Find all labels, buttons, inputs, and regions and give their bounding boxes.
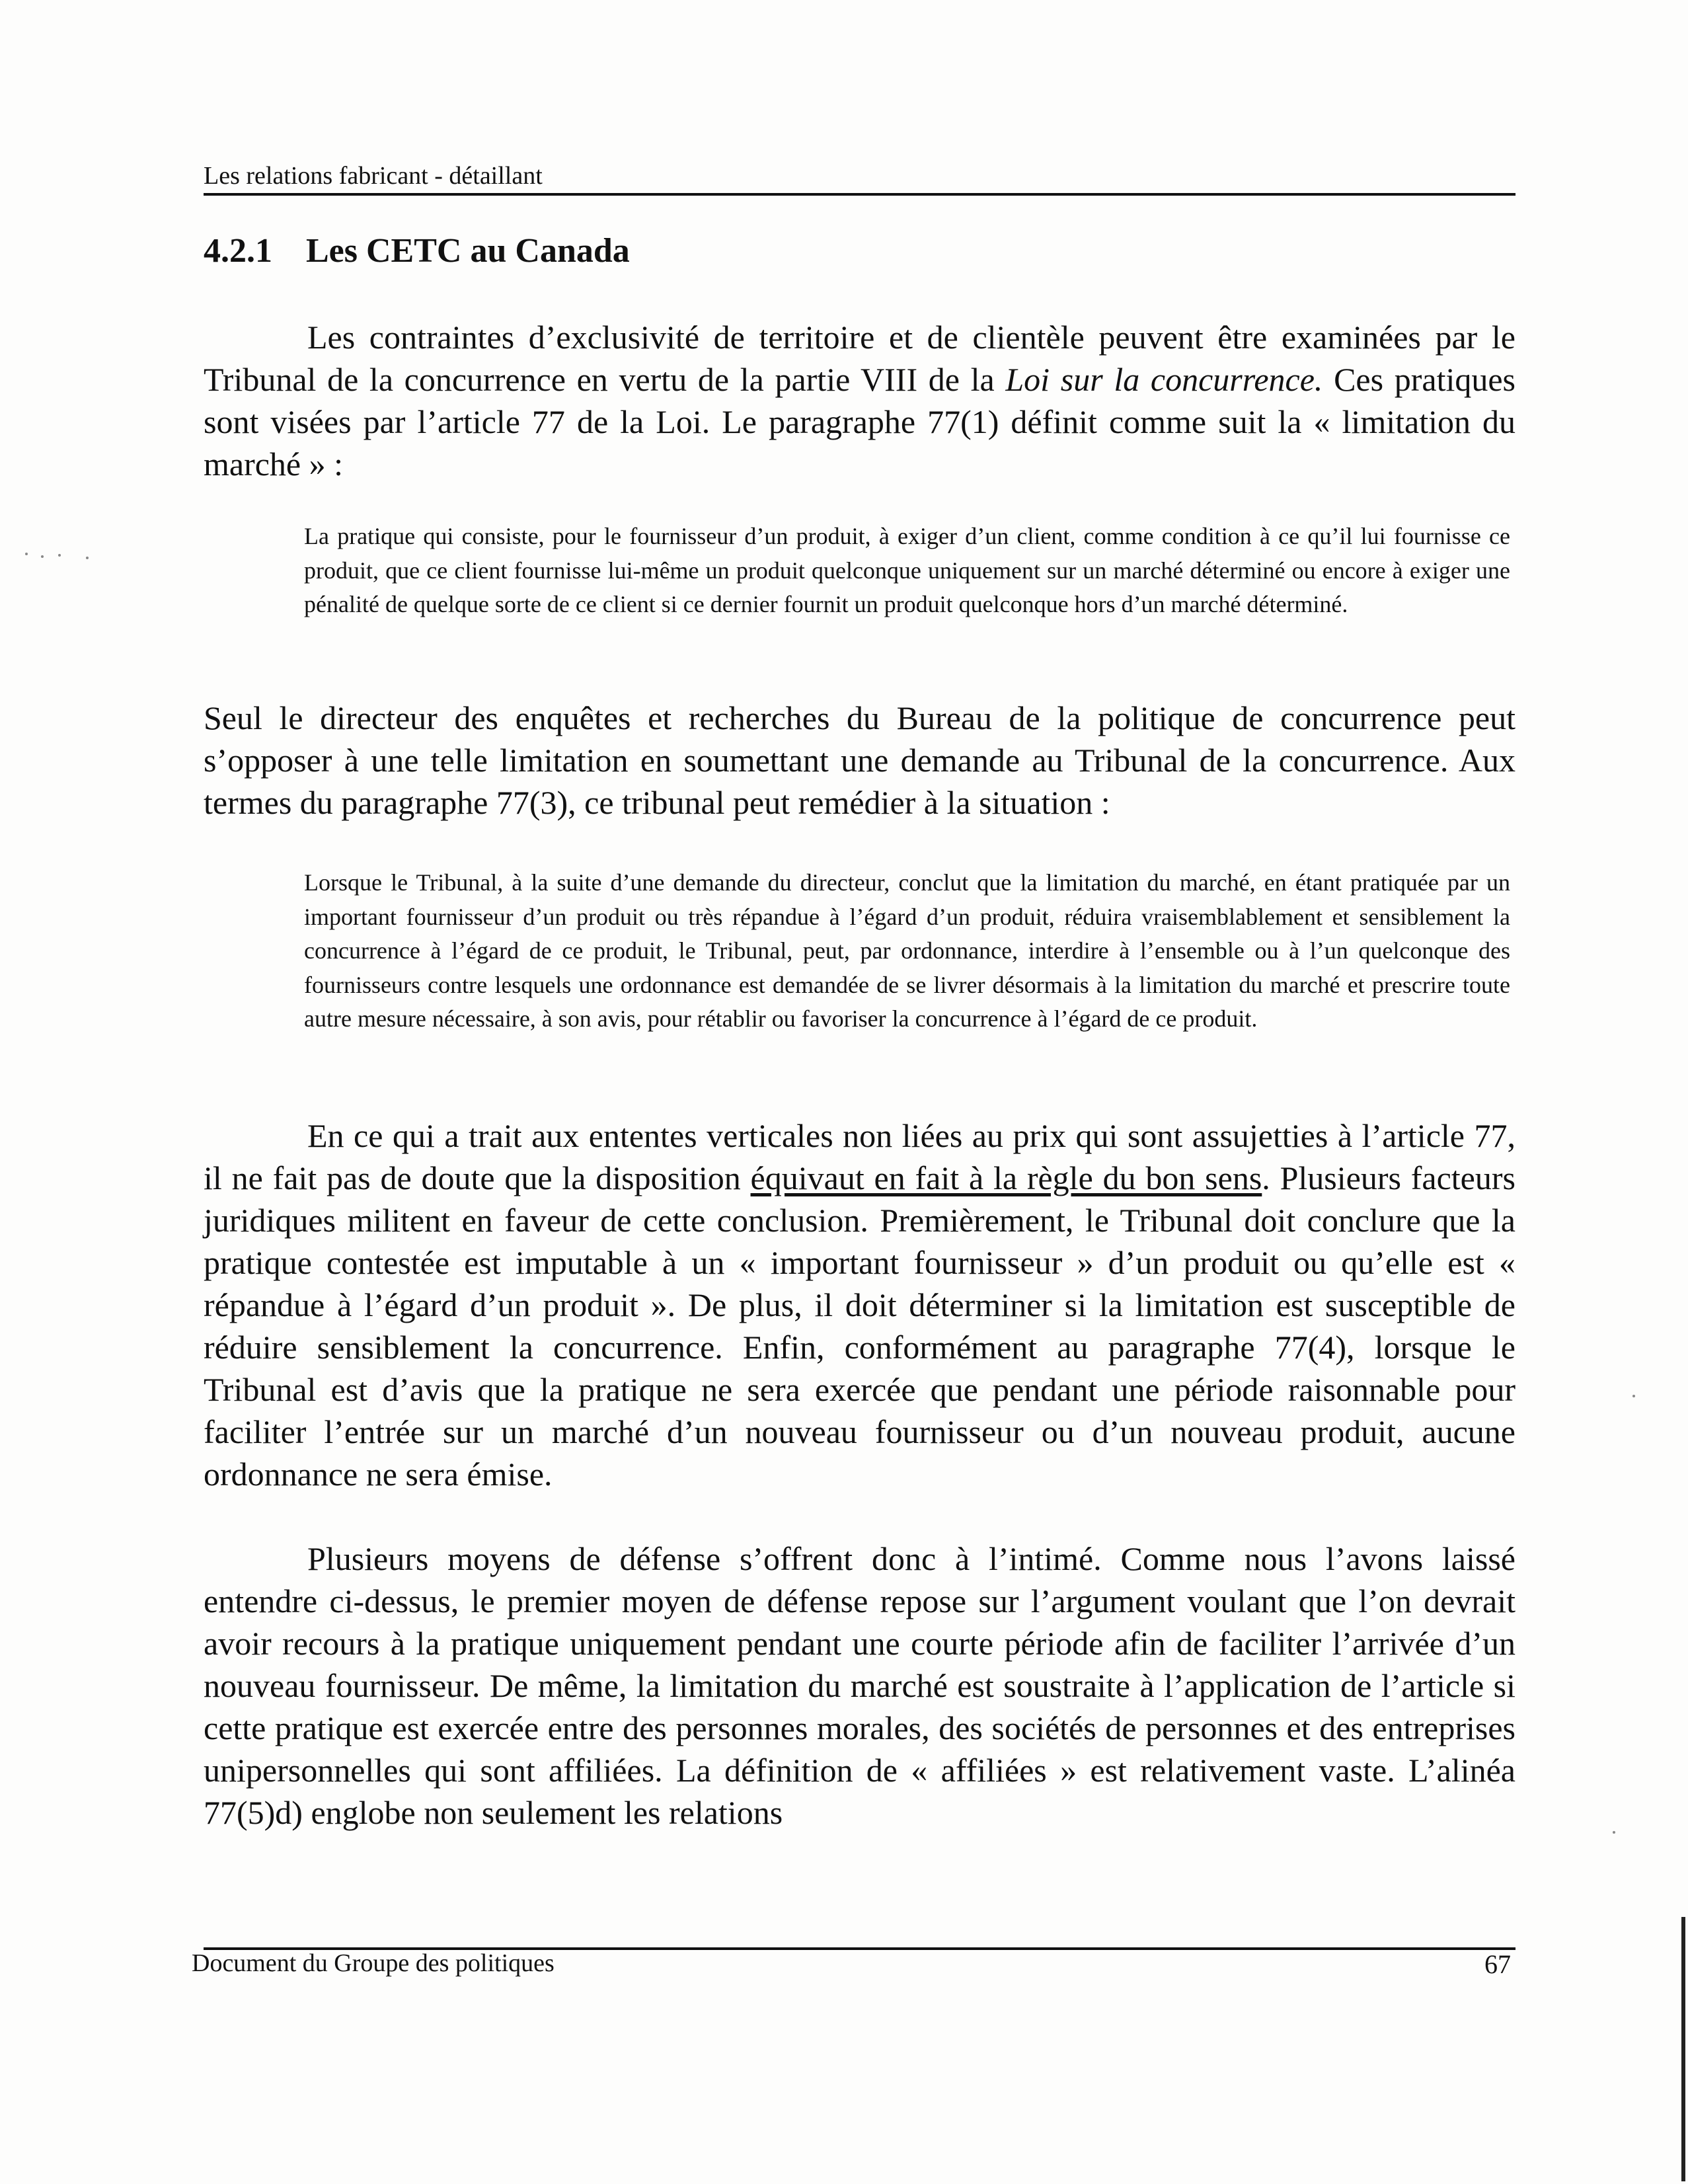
section-heading xyxy=(204,231,630,270)
paragraph-3-text: En ce qui a trait aux ententes verticales non liées au prix qui sont assujetties à l’article 77, il ne fait pas de doute que la disposition xyxy=(204,1117,1515,1196)
scan-speck xyxy=(1613,1831,1615,1834)
paragraph-2: Seul le directeur des enquêtes et recherches du Bureau de la politique de concurrence peut s’opposer à une telle limitation en soumettant une demande au Tribunal de la concurrence. Aux termes du paragraphe 77(3), ce tribunal peut remédier à la situation : xyxy=(204,699,1515,821)
quote-block-1: La pratique qui consiste, pour le fournisseur d’un produit, à exiger d’un client, comme condition à ce qu’il lui fournisse ce produit, que ce client fournisse lui-même un produit quelconque uniquement sur un marché déterminé ou encore à exiger une pénalité de quelque sorte de ce client si ce dernier fournit un produit quelconque hors d’un marché déterminé. xyxy=(304,523,1510,617)
scan-speck xyxy=(41,555,44,558)
section-title: Les CETC au Canada xyxy=(306,232,630,270)
paragraph-1-text: Les contraintes d’exclusivité de territoire et de clientèle peuvent être examinées par le Tribunal de la concurrence en vertu de la partie VIII de la xyxy=(204,319,1515,398)
paragraph-3 xyxy=(204,1114,1515,1495)
scan-speck xyxy=(25,553,28,555)
header-rule xyxy=(204,193,1515,196)
scan-speck xyxy=(1632,1395,1635,1397)
scan-speck xyxy=(58,554,61,557)
paragraph-1 xyxy=(204,316,1515,485)
scan-speck xyxy=(86,557,89,559)
paragraph-1-text-end: Ces pratiques sont visées par l’article 77 de la Loi. Le paragraphe 77(1) définit comme suit la « limitation du marché » : xyxy=(204,361,1516,483)
running-header: Les relations fabricant - détaillant xyxy=(204,162,543,190)
footer-text: Document du Groupe des politiques xyxy=(192,1949,555,1977)
scan-edge-line xyxy=(1681,1917,1685,2181)
statute-title: Loi sur la concurrence. xyxy=(1005,361,1323,398)
paragraph-3-text-end: . Plusieurs facteurs juridiques militent en faveur de cette conclusion. Premièrement, le Tribunal doit conclure que la pratique contestée est imputable à un « important fournisseur » d’un produit ou qu’elle est « répandue à l’égard d’un produit ». De plus, il doit déterminer si la limitation est susceptible de réduire sensiblement la concurrence. Enfin, conformément au paragraphe 77(4), lorsque le Tribunal est d’avis que la pratique ne sera exercée que pendant une période raisonnable pour faciliter l’entrée sur un marché d’un nouveau fournisseur ou d’un nouveau produit, aucune ordonnance ne sera émise. xyxy=(204,1159,1515,1493)
quote-block-2: Lorsque le Tribunal, à la suite d’une demande du directeur, conclut que la limitation du marché, en étant pratiquée par un important fournisseur d’un produit ou très répandue à l’égard d’un produit, réduira vraisemblablement et sensiblement la concurrence à l’égard de ce produit, le Tribunal, peut, par ordonnance, interdire à l’ensemble ou à l’un quelconque des fournisseurs contre lesquels une ordonnance est demandée de se livrer désormais à la limitation du marché et prescrire toute autre mesure nécessaire, à son avis, pour rétablir ou favoriser la concurrence à l’égard de ce produit. xyxy=(304,869,1510,1032)
page-number: 67 xyxy=(1484,1949,1511,1979)
section-number: 4.2.1 xyxy=(204,232,272,270)
underlined-phrase: équivaut en fait à la règle du bon sens xyxy=(750,1159,1262,1196)
paragraph-4: Plusieurs moyens de défense s’offrent donc à l’intimé. Comme nous l’avons laissé entendre ci-dessus, le premier moyen de défense repose sur l’argument voulant que l’on devrait avoir recours à la pratique uniquement pendant une courte période afin de faciliter l’arrivée d’un nouveau fournisseur. De même, la limitation du marché est soustraite à l’application de l’article si cette pratique est exercée entre des personnes morales, des sociétés de personnes et des entreprises unipersonnelles qui sont affiliées. La définition de « affiliées » est relativement vaste. L’alinéa 77(5)d) englobe non seulement les relations xyxy=(204,1540,1515,1831)
